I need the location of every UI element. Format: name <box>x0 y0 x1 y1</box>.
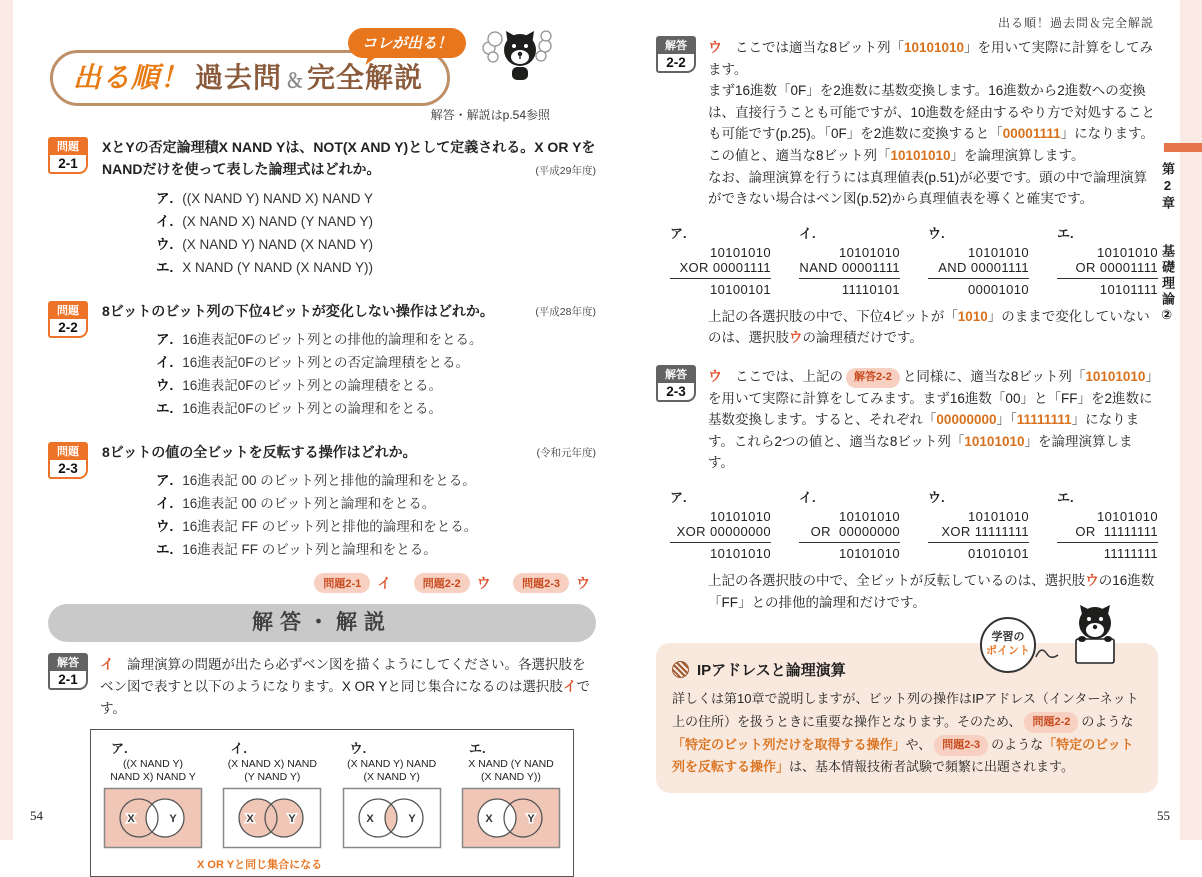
page-number-right: 55 <box>1157 808 1170 823</box>
section-banner: 解答・解説 <box>48 604 596 642</box>
option-item: エ. X NAND (Y NAND (X NAND Y)) <box>156 260 374 276</box>
chapter-number: 第2章 <box>1160 162 1175 212</box>
badge-label: 解答 <box>48 653 88 671</box>
right-page <box>656 30 1158 793</box>
section-title <box>50 50 450 106</box>
option-item: イ. 16進表記0Fのビット列との否定論理積をとる。 <box>156 355 469 371</box>
option-item: ア. ((X NAND Y) NAND X) NAND Y <box>156 191 374 207</box>
question-text: XとYの否定論理積X NAND Yは、NOT(X AND Y)として定義される。X OR YをNANDだけを使って表した論理式はどれか。 (平成29年度) <box>102 137 596 180</box>
answer-pill: 問題2-1 イ <box>314 575 391 592</box>
title-part-brown2: 完全解説 <box>307 62 424 93</box>
title-part-brown: 過去問 <box>195 62 283 93</box>
calc-column: イ. 10101010 NAND 00001111 11110101 <box>799 225 900 297</box>
calc-column: エ. 10101010 OR 11111111 11111111 <box>1057 489 1158 561</box>
question-2-1 <box>48 137 596 279</box>
badge-label: 問題 <box>48 137 88 155</box>
conclusion-2-2: 上記の各選択肢の中で、下位4ビットが「1010」のままで変化していないのは、選択肢ウの論理積だけです。 <box>708 308 1150 346</box>
question-body <box>102 442 596 561</box>
answer-paragraph: まず16進数「0F」を2進数に基数変換します。16進数から2進数への変換は、直接行うことも可能ですが、10進数を経由するやり方で対処することも可能です(p.25)。「0F」を2進数に変換すると「00001111」になります。この値と、適当な8ビット列「10101010」を論理演算します。 <box>708 83 1156 163</box>
calc-column: ウ. 10101010 AND 00001111 00001010 <box>928 225 1029 297</box>
chapter-tab-bar <box>1164 143 1202 152</box>
svg-text:X: X <box>485 813 493 826</box>
question-2-3 <box>48 442 596 561</box>
point-box-body: 詳しくは第10章で説明しますが、ビット列の操作はIPアドレス（インターネット上の住所）を扱うときに重要な操作となります。そのため、 問題2-2 のような「特定のビット列だけを取得する操作」や、 問題2-3 のような「特定のビット列を反転する操作」は、基本情報技術者試験で頻繁に出題されます。 <box>672 691 1139 775</box>
badge-number: 2-1 <box>48 671 88 690</box>
venn-x-or-y-icon <box>222 787 322 849</box>
left-page <box>48 30 596 877</box>
page-edge-left <box>0 0 13 840</box>
answer-2-2 <box>656 36 1158 210</box>
option-item: ウ. 16進表記 FF のビット列と排他的論理和をとる。 <box>156 519 478 535</box>
speech-bubble: コレが出る！ <box>348 28 466 58</box>
badge-number: 2-2 <box>656 54 696 73</box>
svg-text:Y: Y <box>527 813 535 826</box>
venn-diagram-box <box>90 729 574 877</box>
answer-badge <box>656 365 696 402</box>
option-list <box>156 187 596 279</box>
question-badge <box>48 137 88 174</box>
svg-text:Y: Y <box>169 813 177 826</box>
badge-number: 2-1 <box>48 155 88 174</box>
venn-x-and-y-icon <box>342 787 442 849</box>
svg-text:X: X <box>365 813 374 826</box>
answer-text <box>708 36 1158 210</box>
calc-column: エ. 10101010 OR 00001111 10101111 <box>1057 225 1158 297</box>
svg-text:X: X <box>246 813 254 826</box>
venn-option-e: エ. X NAND (Y NAND (X NAND Y)) X Y <box>455 738 567 854</box>
title-lockup <box>48 30 596 102</box>
question-body <box>102 301 596 420</box>
badge-number: 2-2 <box>48 319 88 338</box>
point-box-title: IPアドレスと論理演算 <box>697 662 846 680</box>
title-ampersand: ＆ <box>285 71 305 92</box>
question-badge <box>48 442 88 479</box>
learning-point-box <box>656 631 1158 793</box>
answer-badge <box>48 653 88 690</box>
answer-2-3 <box>656 365 1158 474</box>
answer-pill: 問題2-3 ウ <box>513 575 590 592</box>
venn-not-y-icon <box>103 787 203 849</box>
question-body <box>102 137 596 279</box>
svg-text:Y: Y <box>407 813 416 826</box>
dog-mascot-icon <box>1054 603 1132 667</box>
option-item: ア. 16進表記0Fのビット列との排他的論理和をとる。 <box>156 332 483 348</box>
venn-option-a: ア. ((X NAND Y) NAND X) NAND Y X Y <box>97 738 209 854</box>
answer-text <box>100 653 596 719</box>
option-item: エ. 16進表記 FF のビット列と論理和をとる。 <box>156 542 437 558</box>
option-list <box>156 328 596 420</box>
badge-number: 2-3 <box>48 460 88 479</box>
running-head: 出る順！過去問＆完全解説 <box>997 16 1154 30</box>
venn-note: X OR Yと同じ集合になる <box>197 859 323 872</box>
badge-label: 問題 <box>48 301 88 319</box>
option-item: ウ. (X NAND Y) NAND (X NAND Y) <box>156 237 374 253</box>
option-item: ア. 16進表記 00 のビット列と排他的論理和をとる。 <box>156 473 476 489</box>
question-text: 8ビットの値の全ビットを反転する操作はどれか。 (令和元年度) <box>102 444 596 461</box>
option-item: イ. 16進表記 00 のビット列と論理和をとる。 <box>156 496 436 512</box>
calc-table-2-3 <box>656 487 1158 561</box>
badge-label: 問題 <box>48 442 88 460</box>
question-year: (平成29年度) <box>535 165 596 178</box>
question-year: (令和元年度) <box>536 447 596 460</box>
venn-option-i: イ. (X NAND X) NAND (Y NAND Y) X Y <box>216 738 328 854</box>
page-number-left: 54 <box>30 808 43 823</box>
question-badge <box>48 301 88 338</box>
answer-badge <box>656 36 696 73</box>
page-edge-right <box>1180 0 1202 840</box>
badge-label: 解答 <box>656 36 696 54</box>
option-item: ウ. 16進表記0Fのビット列との論理積をとる。 <box>156 378 442 394</box>
venn-option-u: ウ. (X NAND Y) NAND (X NAND Y) X Y <box>336 738 448 854</box>
option-item: エ. 16進表記0Fのビット列との論理和をとる。 <box>156 401 442 417</box>
question-text: 8ビットのビット列の下位4ビットが変化しない操作はどれか。 (平成28年度) <box>102 303 596 320</box>
calc-column: ウ. 10101010 XOR 11111111 01010101 <box>928 489 1029 561</box>
title-part-orange: 出る順！ <box>73 62 190 93</box>
dog-mascot-icon <box>480 24 554 84</box>
answer-paragraph: イ 論理演算の問題が出たら必ずベン図を描くようにしてください。各選択肢をベン図で表すと以下のようになります。X OR Yと同じ集合になるのは選択肢イです。 <box>100 656 590 716</box>
learning-point-bubble: 学習の ポイント <box>980 617 1036 673</box>
conclusion-2-3: 上記の各選択肢の中で、全ビットが反転しているのは、選択肢ウの16進数「FF」との排他的論理和だけです。 <box>708 572 1155 610</box>
option-item: イ. (X NAND X) NAND (Y NAND Y) <box>156 214 374 230</box>
option-list <box>156 469 596 561</box>
answer-paragraph: ウ ここでは、上記の 解答2-2 と同様に、適当な8ビット列「10101010」を用いて実際に計算をしてみます。まず16進数「00」と「FF」を2進数に基数変換します。すると、それぞれ「00000000」「11111111」になります。これら2つの値と、適当な8ビット列「10101010」を論理演算します。 <box>708 367 1153 471</box>
calc-column: ア. 10101010 XOR 00001111 10100101 <box>670 225 771 297</box>
answer-paragraph: なお、論理演算を行うには真理値表(p.51)が必要です。頭の中で論理演算ができない場合はベン図(p.52)から真理値表を導くと確実です。 <box>708 169 1148 207</box>
badge-number: 2-3 <box>656 383 696 402</box>
badge-label: 解答 <box>656 365 696 383</box>
answer-paragraph: ウ ここでは適当な8ビット列「10101010」を用いて実際に計算をしてみます。 <box>708 39 1154 77</box>
chapter-tab <box>1158 162 1177 326</box>
answer-2-1 <box>48 653 596 719</box>
answer-text <box>708 365 1158 474</box>
question-year: (平成28年度) <box>535 306 596 319</box>
question-2-2 <box>48 301 596 420</box>
answer-summary-row <box>48 573 596 593</box>
calc-column: ア. 10101010 XOR 00000000 10101010 <box>670 489 771 561</box>
svg-text:Y: Y <box>288 813 296 826</box>
stripes-circle-icon <box>672 661 689 678</box>
svg-text:X: X <box>127 813 135 826</box>
answer-reference: 解答・解説はp.54参照 <box>430 108 550 122</box>
calc-table-2-2 <box>656 223 1158 297</box>
venn-not-x-icon <box>461 787 561 849</box>
calc-column: イ. 10101010 OR 00000000 10101010 <box>799 489 900 561</box>
answer-pill: 問題2-2 ウ <box>414 575 491 592</box>
chapter-title: 基礎理論② <box>1160 244 1175 326</box>
